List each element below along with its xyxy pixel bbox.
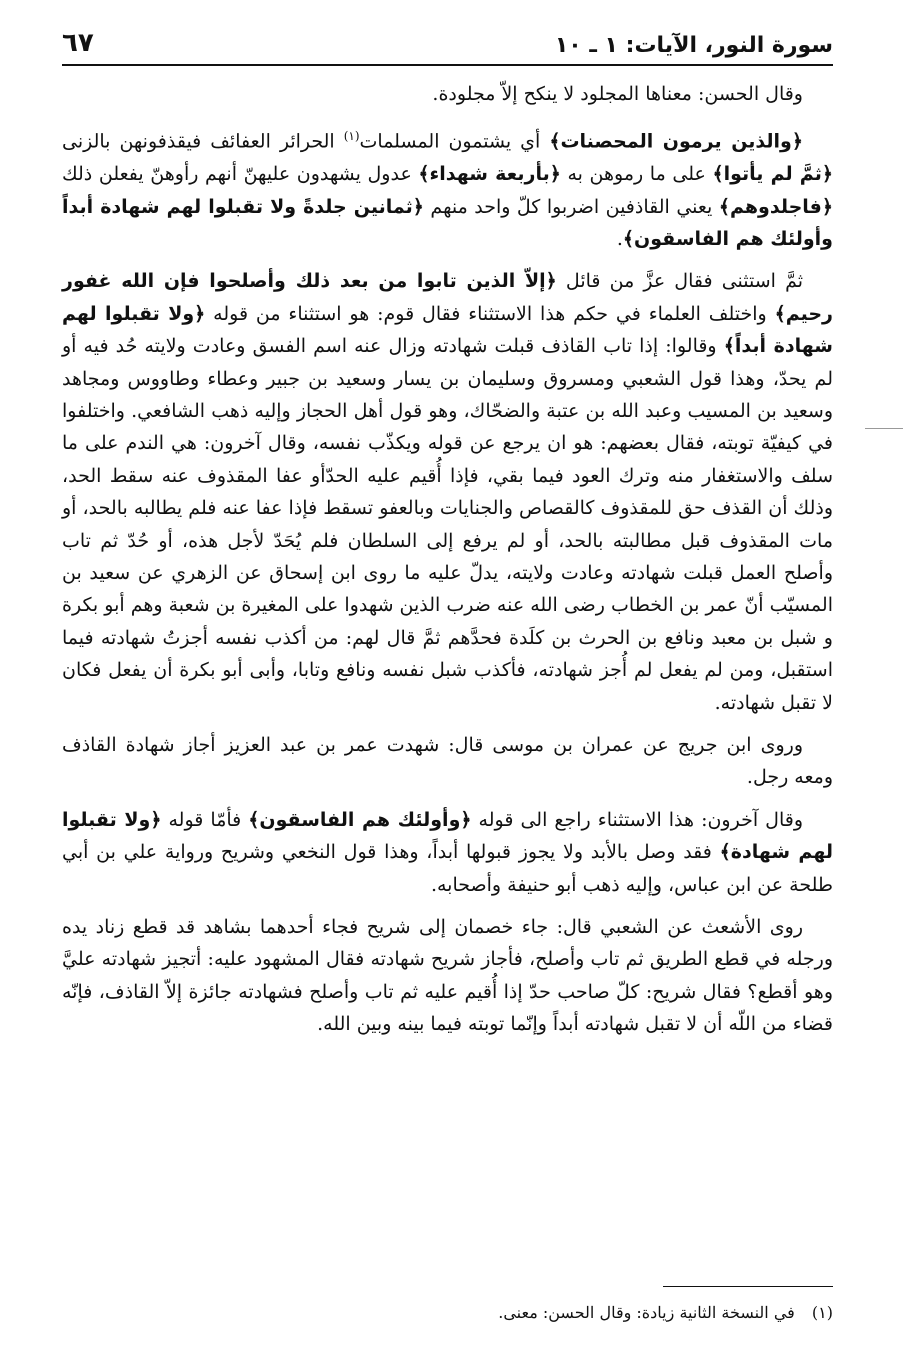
quran-quote: ﴿والذين يرمون المحصنات﴾ <box>549 130 803 153</box>
text-run: على ما رموهن به <box>560 163 713 186</box>
paragraph <box>62 78 833 110</box>
footnote-ref: (١) <box>343 129 360 144</box>
quran-quote: ﴿فاجلدوهم﴾ <box>718 195 833 218</box>
text-run: فأمّا قوله <box>161 808 249 831</box>
text-run: وقال الحسن: معناها المجلود لا ينكح إلاّ مجلودة. <box>432 83 803 105</box>
text-run: الحرائر العفائف فيقذفونهن بالزنى <box>62 130 344 153</box>
text-run: أي يشتمون المسلمات <box>359 130 550 153</box>
text-run: روى الأشعث عن الشعبي قال: جاء خصمان إلى شريح فجاء أحدهما بشاهد قد قطع زناد يده ورجله في قطع الطريق ثم تاب وأصلح، فأجاز شريح شهادته فقال المشهود عليه: أتجيز شهادته عليَّ وهو أقطع؟ فقال شريح: كلّ صاحب حدّ إذا أُقيم عليه ثم تاب وأصلح فشهادته جائزة إلاّ القاذف، فإنّه قضاء من اللّه أن لا تقبل شهادته أبداً وإنّما توبته فيما بينه وبين الله. <box>62 916 833 1036</box>
text-run: فقد وصل بالأبد ولا يجوز قبولها أبداً، وهذا قول النخعي وشريح ورواية علي بن أبي طلحة عن ابن عباس، وإليه ذهب أبو حنيفة وأصحابه. <box>62 841 833 896</box>
paragraph <box>62 120 833 255</box>
quran-quote: ﴿ولا تقبلوا لهم شهادة أبداً﴾ <box>62 302 833 358</box>
text-run: عدول يشهدون عليهنّ أنهم رأوهنّ يفعلن ذلك <box>62 163 419 186</box>
paragraph <box>62 804 833 901</box>
margin-mark <box>865 428 903 429</box>
text-run: وقالوا: إذا تاب القاذف قبلت شهادته وزال عنه اسم الفسق وعادت ولايته حُد فيه أو لم يحدّ، وهذا قول الشعبي ومسروق وسليمان بن يسار وسعيد بن جبير وعطاء وطاووس ومجاهد وسعيد بن المسيب وعبد الله بن عتبة والضحّاك، وهو قول أهل الحجاز وإليه ذهب الشافعي. واختلفوا في كيفيّة توبته، فقال بعضهم: هو ان يرجع عن قوله ويكذّب نفسه، وقال آخرون: هي الندم على ما سلف والاستغفار منه وترك العود فيما بقي، فإذا أُقيم عليه الحدّأو عفا المقذوف عنه سقط الحد، وذلك أن القذف حق للمقذوف كالقصاص والجنايات وبالعفو تسقط فإذا عفا عنه فلم يطالبه بالحد، أو مات المقذوف قبل مطالبته بالحد، أو لم يرفع إلى السلطان فلم يُحَدّ لأجل هذه، أو حُدّ ثم تاب وأصلح العمل قبلت شهادته وعادت ولايته، يدلّ عليه ما روى ابن إسحاق عن الزهري عن سعيد بن المسيّب أنّ عمر بن الخطاب رضى الله عنه ضرب الذين شهدوا على المغيرة بن شعبة وهم أبو بكرة و شبل بن معبد ونافع بن الحرث بن كلَدة فحدَّهم ثمَّ قال لهم: من أكذب نفسه أجزتُ شهادته فيما استقبل، ومن لم يفعل لم أُجز شهادته، فأكذب شبل نفسه ونافع وتابا، وأبى أبو بكرة أن يفعل فكان لا تقبل شهادته. <box>62 335 834 714</box>
paragraph <box>62 911 833 1041</box>
quran-quote: ﴿ولا تقبلوا لهم شهادة﴾ <box>62 808 833 864</box>
page-number: ٦٧ <box>62 28 94 58</box>
text-run: يعني القاذفين اضربوا كلّ واحد منهم <box>423 195 719 218</box>
text-run: ثمَّ استثنى فقال عزَّ من قائل <box>556 270 804 293</box>
text-run: . <box>616 227 623 250</box>
footnote <box>62 1300 833 1326</box>
text-run: واختلف العلماء في حكم هذا الاستثناء فقال قوم: هو استثناء من قوله <box>205 302 775 325</box>
main-text <box>62 78 833 1051</box>
quran-quote: ﴿إلاّ الذين تابوا من بعد ذلك وأصلحوا فإن الله غفور رحيم﴾ <box>62 270 833 325</box>
running-title: سورة النور، الآيات: ١ ـ ١٠ <box>554 33 833 58</box>
paragraph <box>62 729 833 794</box>
footnote-rule <box>663 1286 833 1287</box>
quran-quote: ﴿ثمَّ لم يأتوا﴾ <box>712 163 833 186</box>
page-header <box>62 18 833 66</box>
text-run: وروى ابن جريج عن عمران بن موسى قال: شهدت عمر بن عبد العزيز أجاز شهادة القاذف ومعه رجل. <box>62 734 833 789</box>
footnote-text: في النسخة الثانية زيادة: وقال الحسن: معنى. <box>498 1303 795 1322</box>
text-run: وقال آخرون: هذا الاستثناء راجع الى قوله <box>471 808 803 831</box>
quran-quote: ﴿وأولئك هم الفاسقون﴾ <box>248 808 472 831</box>
quran-quote: ﴿بأربعة شهداء﴾ <box>418 163 561 186</box>
footnote-number: (١) <box>811 1303 833 1322</box>
quran-quote: ﴿ثمانين جلدةً ولا تقبلوا لهم شهادة أبداً وأولئك هم الفاسقون﴾ <box>62 195 833 250</box>
paragraph <box>62 265 833 719</box>
